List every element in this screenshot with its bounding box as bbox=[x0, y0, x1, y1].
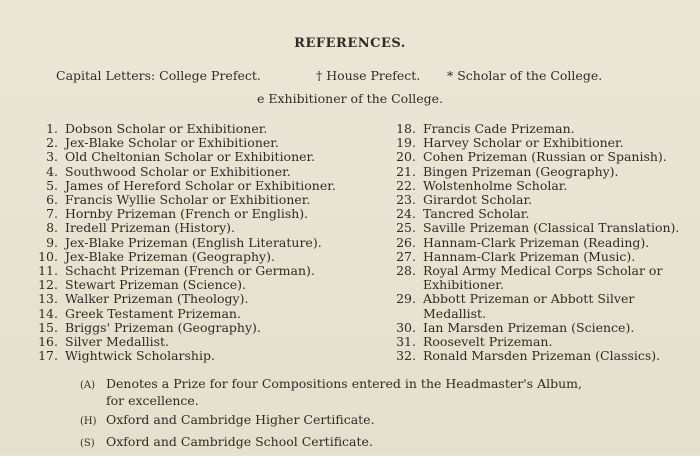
notes-section bbox=[80, 377, 680, 456]
list-item bbox=[386, 236, 686, 250]
note-item bbox=[80, 413, 680, 430]
list-item bbox=[386, 221, 686, 235]
item-text: Jex-Blake Prizeman (Geography). bbox=[65, 248, 275, 264]
item-text: Saville Prizeman (Classical Translation). bbox=[423, 220, 680, 236]
item-text: Silver Medallist. bbox=[65, 334, 170, 350]
note-text: Denotes a Prize for four Compositions entered in the Headmaster's Album, bbox=[106, 376, 582, 391]
item-text: Tancred Scholar. bbox=[423, 206, 530, 222]
item-number: 16. bbox=[38, 334, 58, 350]
item-text: Ian Marsden Prizeman (Science). bbox=[423, 319, 635, 335]
list-item bbox=[386, 136, 686, 150]
legend-house-prefect: † House Prefect. bbox=[316, 68, 421, 83]
item-text: Francis Wyllie Scholar or Exhibitioner. bbox=[65, 192, 311, 208]
item-text: Abbott Prizeman or Abbott Silver bbox=[423, 291, 635, 307]
note-text: Oxford and Cambridge School Certificate. bbox=[106, 433, 373, 449]
item-text: Roosevelt Prizeman. bbox=[423, 334, 553, 350]
list-item bbox=[386, 250, 686, 264]
page-title: REFERENCES. bbox=[294, 36, 406, 51]
item-number: 25. bbox=[396, 220, 416, 236]
list-item bbox=[28, 193, 373, 207]
list-item bbox=[28, 236, 373, 250]
list-item bbox=[386, 150, 686, 164]
item-text: Ronald Marsden Prizeman (Classics). bbox=[423, 348, 661, 364]
item-number: 31. bbox=[396, 334, 416, 350]
item-number: 5. bbox=[46, 177, 58, 193]
item-number: 8. bbox=[46, 220, 58, 236]
item-number: 21. bbox=[396, 163, 416, 179]
item-text: Royal Army Medical Corps Scholar or bbox=[423, 263, 663, 279]
item-number: 1. bbox=[46, 121, 58, 136]
item-text: Hannam-Clark Prizeman (Reading). bbox=[423, 234, 650, 250]
item-number: 12. bbox=[38, 277, 58, 293]
item-text: Harvey Scholar or Exhibitioner. bbox=[423, 135, 624, 151]
list-item bbox=[386, 179, 686, 193]
note-item bbox=[80, 435, 680, 452]
list-item bbox=[386, 122, 686, 136]
note-key: (H) bbox=[80, 416, 97, 427]
item-text: Schacht Prizeman (French or German). bbox=[65, 263, 315, 279]
item-text: Greek Testament Prizeman. bbox=[65, 305, 241, 321]
item-text: Hornby Prizeman (French or English). bbox=[65, 206, 309, 222]
list-item bbox=[28, 307, 373, 321]
item-number: 30. bbox=[396, 319, 416, 335]
item-number: 2. bbox=[46, 135, 58, 151]
list-item bbox=[386, 335, 686, 349]
legend-scholar: * Scholar of the College. bbox=[447, 68, 603, 83]
list-item bbox=[28, 122, 373, 136]
list-item bbox=[386, 193, 686, 207]
item-text-continuation: Exhibitioner. bbox=[423, 277, 504, 293]
list-item bbox=[28, 349, 373, 363]
item-text: Wolstenholme Scholar. bbox=[423, 177, 568, 193]
item-text: Stewart Prizeman (Science). bbox=[65, 277, 246, 293]
item-text: Cohen Prizeman (Russian or Spanish). bbox=[423, 149, 667, 165]
item-number: 6. bbox=[46, 192, 58, 208]
item-text-continuation: Medallist. bbox=[423, 305, 487, 321]
item-number: 27. bbox=[396, 248, 416, 264]
list-item bbox=[386, 321, 686, 335]
item-number: 32. bbox=[396, 348, 416, 364]
list-item bbox=[386, 292, 686, 306]
item-number: 14. bbox=[38, 305, 58, 321]
references-list-left bbox=[28, 122, 373, 363]
list-item bbox=[28, 250, 373, 264]
item-number: 20. bbox=[396, 149, 416, 165]
note-key: (A) bbox=[80, 380, 96, 391]
item-text: Iredell Prizeman (History). bbox=[65, 220, 236, 236]
note-text-continuation: for excellence. bbox=[106, 392, 199, 408]
list-item bbox=[386, 207, 686, 221]
list-item bbox=[28, 179, 373, 193]
item-number: 3. bbox=[46, 149, 58, 165]
note-item bbox=[80, 377, 680, 408]
legend-row bbox=[0, 68, 700, 84]
item-number: 18. bbox=[396, 121, 416, 136]
item-number: 9. bbox=[46, 234, 58, 250]
item-number: 13. bbox=[38, 291, 58, 307]
list-item bbox=[28, 165, 373, 179]
legend-capitals: Capital Letters: College Prefect. bbox=[56, 68, 261, 83]
item-text: Jex-Blake Scholar or Exhibitioner. bbox=[65, 135, 279, 151]
item-text: Francis Cade Prizeman. bbox=[423, 121, 575, 136]
references-list-right bbox=[386, 122, 686, 363]
list-item bbox=[386, 349, 686, 363]
note-text: Oxford and Cambridge Higher Certificate. bbox=[106, 412, 375, 427]
item-number: 23. bbox=[396, 192, 416, 208]
item-text: Briggs' Prizeman (Geography). bbox=[65, 319, 261, 335]
item-text: Bingen Prizeman (Geography). bbox=[423, 163, 619, 179]
item-number: 28. bbox=[396, 263, 416, 279]
list-item bbox=[28, 150, 373, 164]
item-number: 4. bbox=[46, 163, 58, 179]
item-text: Southwood Scholar or Exhibitioner. bbox=[65, 163, 291, 179]
list-item bbox=[28, 264, 373, 278]
list-item bbox=[28, 278, 373, 292]
note-key: (S) bbox=[80, 437, 95, 449]
list-item bbox=[28, 335, 373, 349]
item-text: Walker Prizeman (Theology). bbox=[65, 291, 249, 307]
list-item bbox=[28, 292, 373, 306]
item-number: 26. bbox=[396, 234, 416, 250]
item-number: 7. bbox=[46, 206, 58, 222]
item-number: 24. bbox=[396, 206, 416, 222]
item-number: 19. bbox=[396, 135, 416, 151]
list-item bbox=[28, 221, 373, 235]
item-number: 22. bbox=[396, 177, 416, 193]
item-text: Dobson Scholar or Exhibitioner. bbox=[65, 121, 268, 136]
list-item bbox=[28, 136, 373, 150]
legend-exhibitioner: e Exhibitioner of the College. bbox=[257, 91, 443, 106]
item-text: Wightwick Scholarship. bbox=[65, 348, 215, 364]
list-item bbox=[28, 321, 373, 335]
item-number: 17. bbox=[38, 348, 58, 364]
item-number: 10. bbox=[38, 248, 58, 264]
item-number: 15. bbox=[38, 319, 58, 335]
list-item bbox=[28, 207, 373, 221]
item-text: Jex-Blake Prizeman (English Literature). bbox=[65, 234, 322, 250]
item-text: Hannam-Clark Prizeman (Music). bbox=[423, 248, 636, 264]
item-number: 29. bbox=[396, 291, 416, 307]
list-item bbox=[386, 264, 686, 278]
item-text: James of Hereford Scholar or Exhibitioner. bbox=[65, 177, 336, 193]
list-item bbox=[386, 165, 686, 179]
item-text: Girardot Scholar. bbox=[423, 192, 533, 208]
item-text: Old Cheltonian Scholar or Exhibitioner. bbox=[65, 149, 316, 165]
item-number: 11. bbox=[38, 263, 58, 279]
